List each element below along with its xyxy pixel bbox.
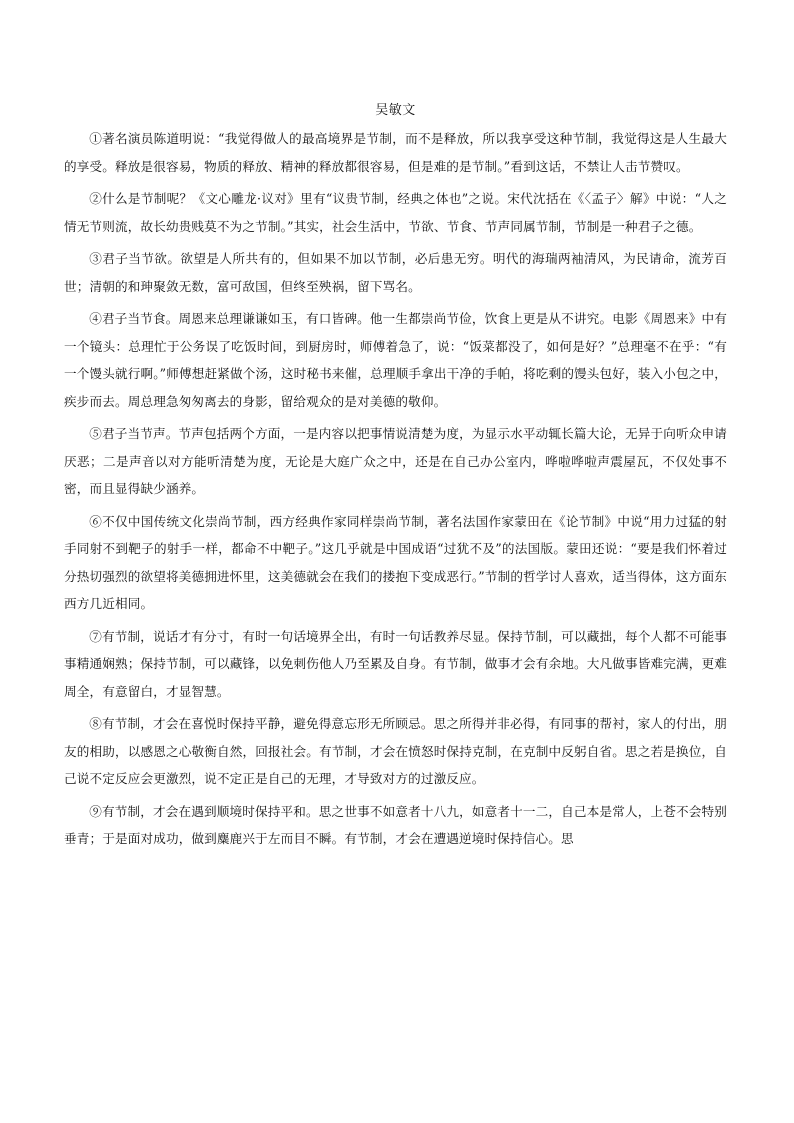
paragraph-9: ⑨有节制，才会在遇到顺境时保持平和。思之世事不如意者十八九，如意者十一二，自己本是常人，上苍不会特别垂青；于是面对成功，做到麋鹿兴于左而目不瞬。有节制，才会在遭遇逆境时保持信心。思: [64, 803, 727, 846]
paragraph-8: ⑧有节制，才会在喜悦时保持平静，避免得意忘形无所顾忌。思之所得并非必得，有同事的帮衬，家人的付出，朋友的相助，以感恩之心敬衡自然，回报社会。有节制，才会在愤怒时保持克制，在克制中反躬自省。思之若是换位，自己说不定反应会更激烈，说不定正是自己的无理，才导致对方的过激反应。: [64, 716, 727, 786]
article-author: 吴敏文: [375, 103, 416, 118]
article: [64, 98, 727, 858]
paragraph-5: ⑤君子当节声。节声包括两个方面，一是内容以把事情说清楚为度，为显示水平动辄长篇大论，无异于向听众申请厌恶；二是声音以对方能听清楚为度，无论是大庭广众之中，还是在自己办公室内，哗啦哗啦声震屋瓦，不仅处事不密，而且显得缺少涵养。: [64, 426, 727, 496]
paragraph-6: ⑥不仅中国传统文化崇尚节制，西方经典作家同样崇尚节制，著名法国作家蒙田在《论节制》中说“用力过猛的射手同射不到靶子的射手一样，都命不中靶子。”这几乎就是中国成语“过犹不及”的法国版。蒙田还说：“要是我们怀着过分热切强烈的欲望将美德拥进怀里，这美德就会在我们的搂抱下变成恶行。”节制的哲学讨人喜欢，适当得体，这方面东西方几近相同。: [64, 513, 727, 611]
paragraph-1: ①著名演员陈道明说：“我觉得做人的最高境界是节制，而不是释放，所以我享受这种节制，我觉得这是人生最大的享受。释放是很容易，物质的释放、精神的释放都很容易，但是难的是节制。”看到这话，不禁让人击节赞叹。: [64, 131, 727, 174]
paragraph-3: ③君子当节欲。欲望是人所共有的，但如果不加以节制，必后患无穷。明代的海瑞两袖清风，为民请命，流芳百世；清朝的和珅聚敛无数，富可敌国，但终至殃祸，留下骂名。: [64, 251, 727, 294]
paragraph-4: ④君子当节食。周恩来总理谦谦如玉，有口皆碑。他一生都崇尚节俭，饮食上更是从不讲究。电影《周恩来》中有一个镜头：总理忙于公务误了吃饭时间，到厨房时，师傅着急了，说：“饭菜都没了，如何是好？”总理毫不在乎：“有一个馒头就行啊。”师傅想赶紧做个汤，这时秘书来催，总理顺手拿出干净的手帕，将吃剩的馒头包好，装入小包之中，疾步而去。周总理急匆匆离去的身影，留给观众的是对美德的敬仰。: [64, 311, 727, 409]
paragraph-2: ②什么是节制呢？《文心雕龙·议对》里有“议贵节制，经典之体也”之说。宋代沈括在《〈孟子〉解》中说：“人之情无节则流，故长幼贵贱莫不为之节制。”其实，社会生活中，节欲、节食、节声同属节制，节制是一种君子之德。: [64, 191, 727, 234]
paragraph-7: ⑦有节制，说话才有分寸，有时一句话境界全出，有时一句话教养尽显。保持节制，可以藏拙，每个人都不可能事事精通娴熟；保持节制，可以藏锋，以免刺伤他人乃至累及自身。有节制，做事才会有余地。大凡做事皆难完满，更难周全，有意留白，才显智慧。: [64, 628, 727, 699]
